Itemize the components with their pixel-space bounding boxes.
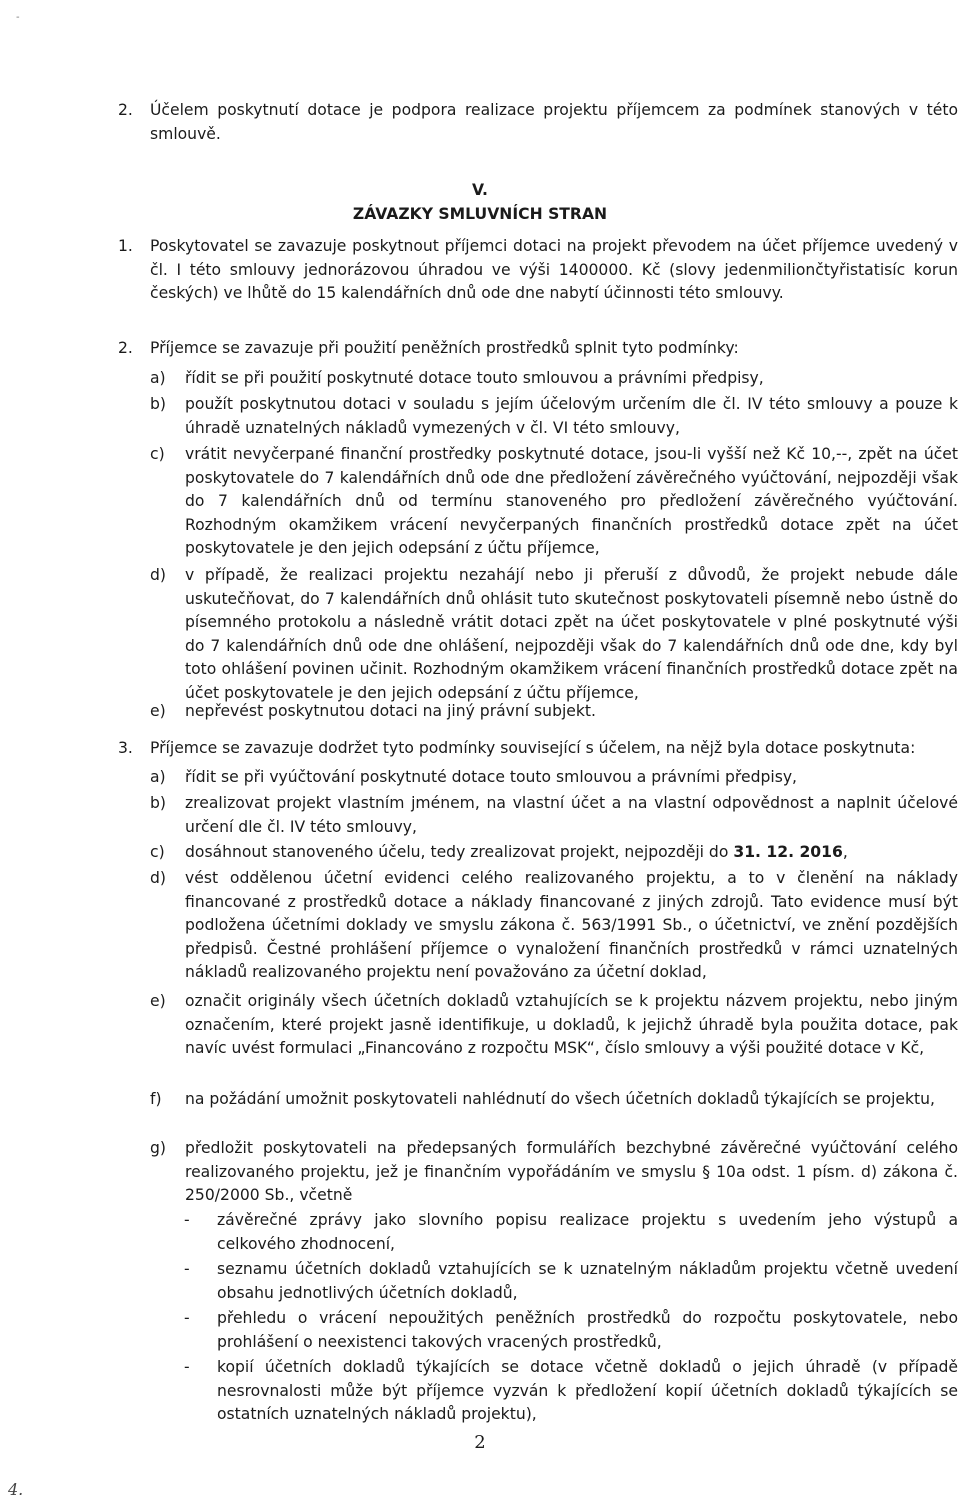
item-label: d) — [150, 869, 166, 887]
item-text-part: dosáhnout stanoveného účelu, tedy zrealizovat projekt, nejpozději do — [185, 843, 734, 861]
item-text: nepřevést poskytnutou dotaci na jiný právní subjekt. — [185, 702, 596, 720]
handwritten-mark: 4. — [8, 1480, 24, 1499]
section-number: V. — [472, 181, 488, 199]
item-label: e) — [150, 702, 166, 720]
item-label: a) — [150, 369, 166, 387]
item-text — [185, 841, 958, 865]
dash-bullet: - — [184, 1309, 190, 1327]
section-title: ZÁVAZKY SMLUVNÍCH STRAN — [352, 205, 608, 223]
clause-text: Příjemce se zavazuje při použití peněžních prostředků splnit tyto podmínky: — [150, 339, 739, 357]
item-text: řídit se při vyúčtování poskytnuté dotace touto smlouvou a právními předpisy, — [185, 768, 798, 786]
clause-number: 2. — [118, 339, 133, 357]
item-label: c) — [150, 445, 165, 463]
dash-item-text: závěrečné zprávy jako slovního popisu realizace projektu s uvedením jeho výstupů a celkového zhodnocení, — [217, 1211, 958, 1253]
clause-number: 3. — [118, 739, 133, 757]
item-label: d) — [150, 566, 166, 584]
item-label: e) — [150, 992, 166, 1010]
dash-bullet: - — [184, 1358, 190, 1376]
item-text: v případě, že realizaci projektu nezahájí nebo ji přeruší z důvodů, že projekt nebude dále uskutečňovat, do 7 kalendářních dnů ohlásit tuto skutečnost poskytovateli písemně nebo ústně do písemného protokolu a následně vrátit dotaci zpět na účet poskytovatele v plné poskytnuté výši do 7 kalendářních dnů ode dne ohlášení, nejpozději však do 7 kalendářních dnů ode dne, kdy byl toto ohlášení povinen učinit. Rozhodným okamžikem vrácení finančních prostředků dotace zpět na účet poskytovatele je den jejich odepsání z účtu příjemce, — [185, 566, 958, 702]
item-label: g) — [150, 1139, 166, 1157]
page-number: 2 — [474, 1432, 486, 1453]
item-label: a) — [150, 768, 166, 786]
item-label: c) — [150, 843, 165, 861]
item-text: označit originály všech účetních dokladů vztahujících se k projektu názvem projektu, nebo jiným označením, které projekt jasně identifikuje, u dokladů, k jejichž úhradě byla použita dotace, pak navíc uvést formulaci „Financováno z rozpočtu MSK“, číslo smlouvy a výši použité dotace v Kč, — [185, 992, 958, 1058]
dash-item-text: seznamu účetních dokladů vztahujících se k uznatelným nákladům projektu včetně uvedení obsahu jednotlivých účetních dokladů, — [217, 1260, 958, 1302]
item-label: b) — [150, 395, 166, 413]
deadline-date: 31. 12. 2016 — [733, 843, 843, 861]
dash-item-text: přehledu o vrácení nepoužitých peněžních prostředků do rozpočtu poskytovatele, nebo prohlášení o neexistenci takových vracených prostředků, — [217, 1309, 958, 1351]
clause-text: Příjemce se zavazuje dodržet tyto podmínky související s účelem, na nějž byla dotace poskytnuta: — [150, 739, 916, 757]
item-text: předložit poskytovateli na předepsaných formulářích bezchybné závěrečné vyúčtování celého realizovaného projektu, jež je finančním vypořádáním ve smyslu § 10a odst. 1 písm. d) zákona č. 250/2000 Sb., včetně — [185, 1139, 958, 1205]
scan-speck: - — [16, 12, 20, 23]
item-text: zrealizovat projekt vlastním jménem, na vlastní účet a na vlastní odpovědnost a naplnit účelové určení dle čl. IV této smlouvy, — [185, 794, 958, 836]
item-text: na požádání umožnit poskytovateli nahlédnutí do všech účetních dokladů týkajících se projektu, — [185, 1090, 936, 1108]
item-text: vrátit nevyčerpané finanční prostředky poskytnuté dotace, jsou-li vyšší než Kč 10,--, zpět na účet poskytovatele do 7 kalendářních dnů ode dne předložení závěrečného vyúčtování, nejpozději však do 7 kalendářních dnů od termínu stanoveného pro předložení závěrečného vyúčtování. Rozhodným okamžikem vrácení nevyčerpaných finančních prostředků dotace zpět na účet poskytovatele je den jejich odepsání z účtu příjemce, — [185, 445, 958, 558]
clause-text: Účelem poskytnutí dotace je podpora realizace projektu příjemcem za podmínek stanových v této smlouvě. — [150, 101, 958, 143]
clause-number: 1. — [118, 237, 133, 255]
dash-bullet: - — [184, 1260, 190, 1278]
dash-bullet: - — [184, 1211, 190, 1229]
item-label: f) — [150, 1090, 162, 1108]
clause-text: Poskytovatel se zavazuje poskytnout příjemci dotaci na projekt převodem na účet příjemce uvedený v čl. I této smlouvy jednorázovou úhradou ve výši 1400000. Kč (slovy jedenmiliončtyřistatisíc korun českých) ve lhůtě do 15 kalendářních dnů ode dne nabytí účinnosti této smlouvy. — [150, 237, 958, 303]
item-text: řídit se při použití poskytnuté dotace touto smlouvou a právními předpisy, — [185, 369, 764, 387]
item-text: použít poskytnutou dotaci v souladu s jejím účelovým určením dle čl. IV této smlouvy a pouze k úhradě uznatelných nákladů vymezených v čl. VI této smlouvy, — [185, 395, 958, 437]
clause-number: 2. — [118, 101, 133, 119]
item-text-part: , — [842, 843, 848, 861]
dash-item-text: kopií účetních dokladů týkajících se dotace včetně dokladů o jejich úhradě (v případě nesrovnalosti může být příjemce vyzván k předložení kopií účetních dokladů týkajících se ostatních uznatelných nákladů projektu), — [217, 1358, 958, 1424]
item-label: b) — [150, 794, 166, 812]
item-text: vést oddělenou účetní evidenci celého realizovaného projektu, a to v členění na náklady financované z prostředků dotace a náklady financované z jiných zdrojů. Tato evidence musí být podložena účetními doklady ve smyslu zákona č. 563/1991 Sb., o účetnictví, ve znění pozdějších předpisů. Čestné prohlášení příjemce o vynaložení finančních prostředků v rámci uznatelných nákladů realizovaného projektu není považováno za účetní doklad, — [185, 869, 958, 982]
